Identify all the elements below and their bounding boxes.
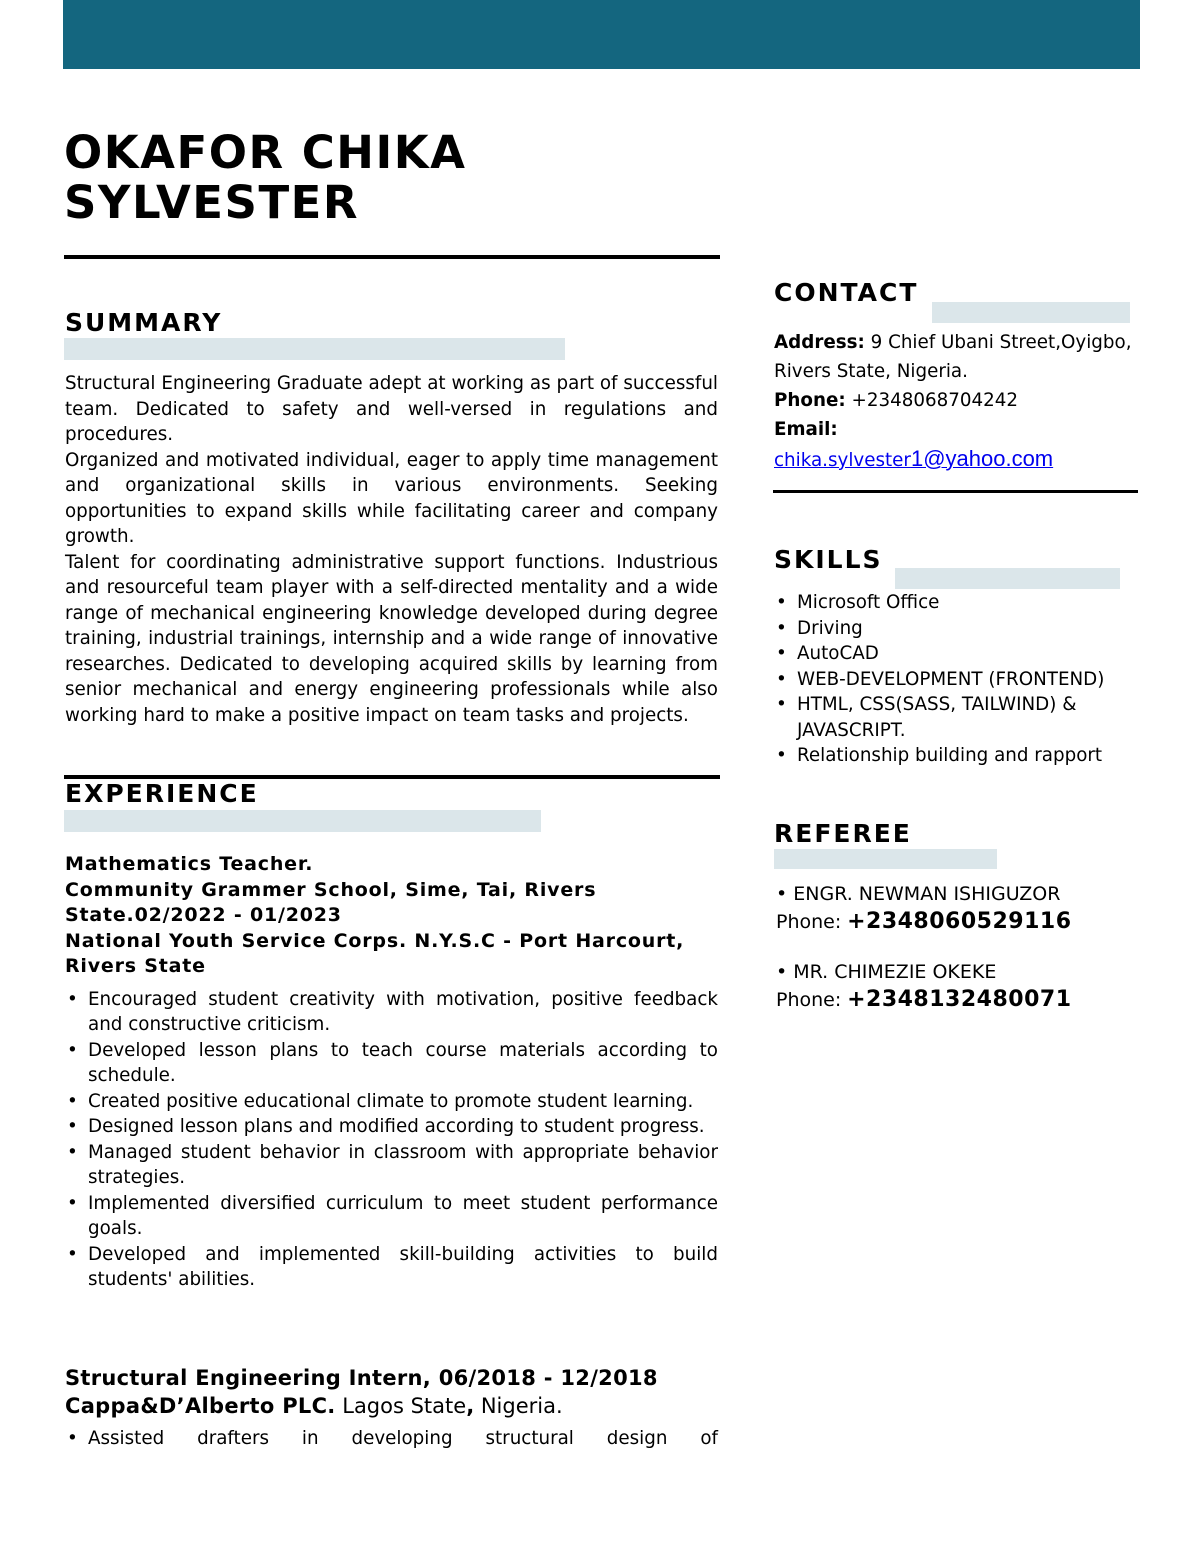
bullet-glyph: • xyxy=(776,961,794,983)
summary-heading: SUMMARY xyxy=(65,308,223,337)
summary-heading-band xyxy=(64,338,565,360)
job-2-company-country: Nigeria. xyxy=(474,1394,563,1418)
phone-label: Phone: xyxy=(774,390,846,411)
skills-heading: SKILLS xyxy=(774,545,883,574)
address-label: Address: xyxy=(774,332,865,353)
email-user: chika.sylvester xyxy=(774,450,911,471)
referee-2-phone: +2348132480071 xyxy=(847,986,1072,1012)
address-value: 9 Chief Ubani Street,Oyigbo, Rivers State, Nigeria. xyxy=(774,332,1132,382)
list-item: • Developed and implemented skill-building activities to build students' abilities. xyxy=(65,1242,718,1293)
referee-2-name-row xyxy=(776,960,1136,986)
referee-heading-band xyxy=(774,849,997,869)
referee-1-name: ENGR. NEWMAN ISHIGUZOR xyxy=(793,883,1061,905)
name-line-2: SYLVESTER xyxy=(64,176,360,229)
list-item: • Encouraged student creativity with motivation, positive feedback and constructive criticism. xyxy=(65,987,718,1038)
list-item: • Designed lesson plans and modified according to student progress. xyxy=(65,1114,718,1140)
job-1 xyxy=(65,852,718,1293)
contact-email-label-row xyxy=(774,415,1134,444)
job-2 xyxy=(65,1364,718,1452)
skill-item: • Microsoft Office xyxy=(774,590,1134,616)
name-line-1: OKAFOR CHIKA xyxy=(64,126,467,179)
referee-1-phone: +2348060529116 xyxy=(847,908,1072,934)
summary-paragraph: Talent for coordinating administrative support functions. Industrious and resourceful team player with a self-directed mentality and a wide range of mechanical engineering knowledge developed during degree training, industrial trainings, internship and a wide range of innovative researches. Dedicated to developing acquired skills by learning from senior mechanical and energy engineering professionals while also working hard to make a positive impact on team tasks and projects. xyxy=(65,551,718,726)
referee-1-phone-label: Phone: xyxy=(776,910,842,933)
list-item: • Developed lesson plans to teach course materials according to schedule. xyxy=(65,1038,718,1089)
contact-divider xyxy=(773,490,1138,493)
experience-heading: EXPERIENCE xyxy=(65,779,259,808)
job-1-bullets xyxy=(65,987,718,1293)
email-label: Email: xyxy=(774,419,838,440)
bullet-glyph: • xyxy=(776,883,794,905)
name-divider xyxy=(64,255,720,259)
job-2-company-name: Cappa&D’Alberto PLC. xyxy=(65,1394,336,1418)
contact-details xyxy=(774,328,1134,475)
referee-heading: REFEREE xyxy=(774,819,912,848)
job-1-school: Community Grammer School, Sime, Tai, Rivers State.02/2022 - 01/2023 xyxy=(65,878,597,926)
job-2-company xyxy=(65,1392,718,1420)
referee-2-phone-row xyxy=(776,986,1136,1015)
job-1-org: National Youth Service Corps. N.Y.S.C - Port Harcourt, Rivers State xyxy=(65,929,685,977)
summary-paragraph: Structural Engineering Graduate adept at working as part of successful team. Dedicated to safety and well-versed in regulations and procedures. xyxy=(65,373,718,445)
contact-heading-band xyxy=(932,302,1130,323)
referee-2-name: MR. CHIMEZIE OKEKE xyxy=(793,961,997,983)
referee-1-name-row xyxy=(776,882,1136,908)
contact-heading: CONTACT xyxy=(774,278,919,307)
job-2-title: Structural Engineering Intern, 06/2018 - 12/2018 xyxy=(65,1366,658,1390)
email-domain: 1@yahoo.com xyxy=(910,446,1054,471)
skill-item: • AutoCAD xyxy=(774,641,1134,667)
contact-phone xyxy=(774,386,1134,415)
contact-address xyxy=(774,328,1134,386)
email-link[interactable] xyxy=(774,444,1134,475)
header-bar xyxy=(63,0,1140,69)
experience-heading-band xyxy=(64,810,541,832)
skills-list xyxy=(774,590,1134,769)
skill-item: • HTML, CSS(SASS, TAILWIND) & JAVASCRIPT. xyxy=(774,692,1134,743)
referee-2 xyxy=(776,960,1136,1015)
summary-text xyxy=(65,371,718,728)
job-1-title: Mathematics Teacher. xyxy=(65,853,314,875)
skills-list-wrap xyxy=(774,590,1134,769)
referee-2-phone-label: Phone: xyxy=(776,988,842,1011)
job-2-company-sep: , xyxy=(466,1394,475,1418)
skill-item: • WEB-DEVELOPMENT (FRONTEND) xyxy=(774,667,1134,693)
job-2-bullets xyxy=(65,1426,718,1452)
resume-name xyxy=(64,128,466,228)
skills-heading-band xyxy=(895,568,1120,589)
job-2-company-location: Lagos State xyxy=(335,1394,467,1418)
skill-item: • Relationship building and rapport xyxy=(774,743,1134,769)
list-item: • Managed student behavior in classroom with appropriate behavior strategies. xyxy=(65,1140,718,1191)
list-item: • Assisted drafters in developing structural design of xyxy=(65,1426,718,1452)
referee-1-phone-row xyxy=(776,908,1136,937)
list-item: • Implemented diversified curriculum to meet student performance goals. xyxy=(65,1191,718,1242)
phone-value: +2348068704242 xyxy=(845,390,1019,411)
summary-paragraph: Organized and motivated individual, eager to apply time management and organizational skills in various environments. Seeking opportunities to expand skills while facilitating career and company growth. xyxy=(65,449,718,547)
skill-item: • Driving xyxy=(774,616,1134,642)
list-item: • Created positive educational climate to promote student learning. xyxy=(65,1089,718,1115)
referee-1 xyxy=(776,882,1136,937)
